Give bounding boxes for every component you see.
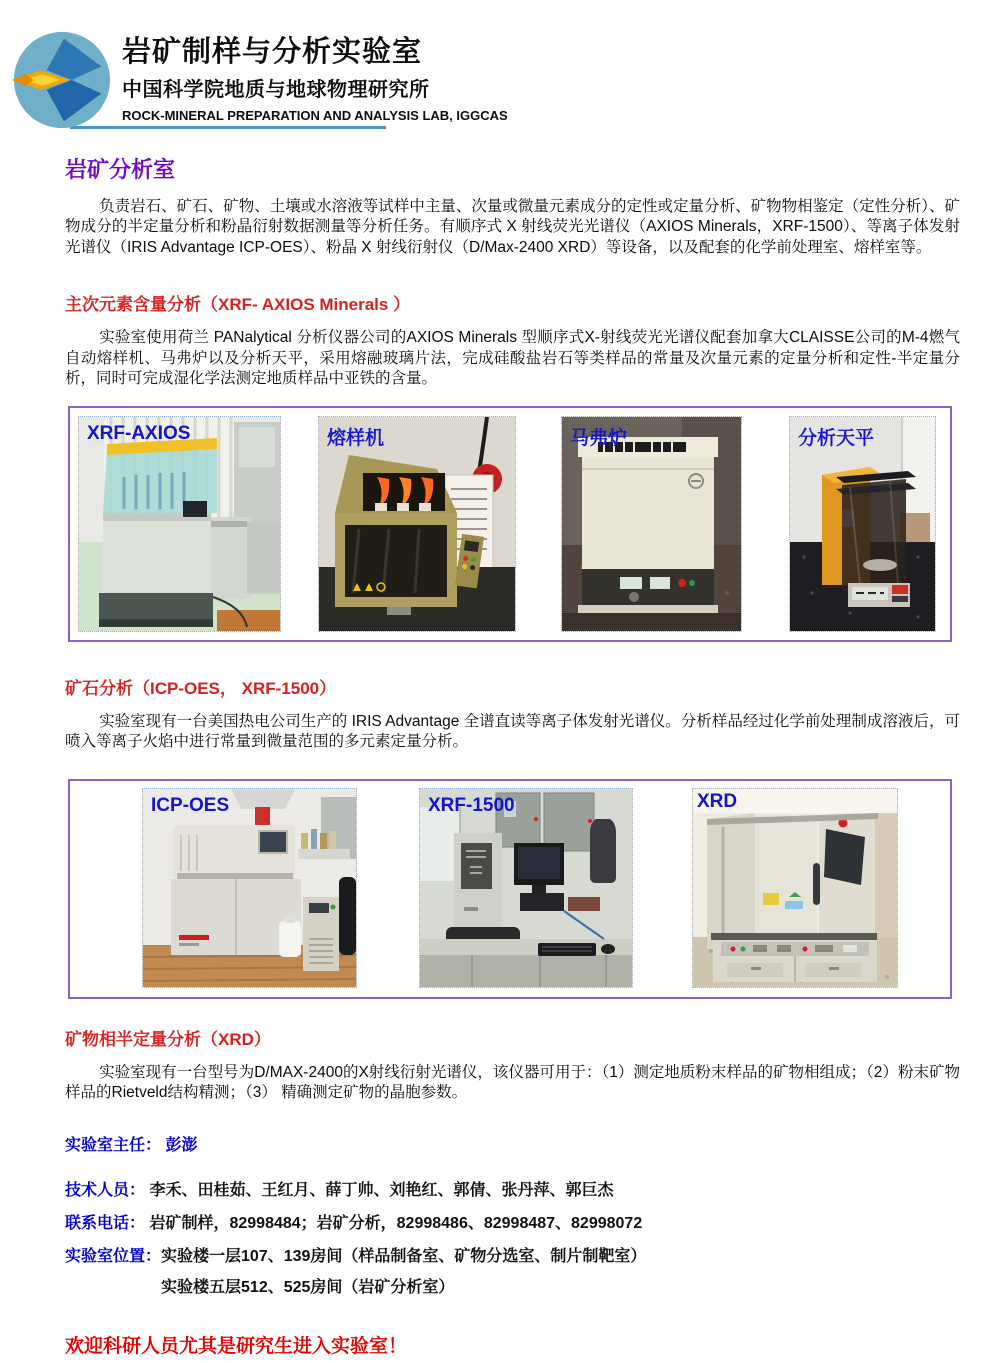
photo-label: XRF-1500 (428, 794, 515, 816)
location-label: 实验室位置： (65, 1248, 162, 1266)
analytical-balance-photo (789, 416, 936, 632)
equipment-gallery-2 (68, 779, 952, 999)
section-body-xrd: 实验室现有一台型号为D/MAX-2400的X射线衍射光谱仪，该仪器可用于：（1）测定地质粉末样品的矿物相组成；（2）粉末矿物样品的Rietveld结构精测；（3） 精确测定矿物的晶胞参数。 (65, 1063, 960, 1102)
phone-label: 联系电话： (65, 1214, 146, 1232)
xrd-photo-art (693, 789, 897, 987)
header-divider (70, 126, 386, 129)
page-header (12, 30, 1000, 130)
section-body-icp: 实验室现有一台美国热电公司生产的 IRIS Advantage 全谱直读等离子体发射光谱仪。分析样品经过化学前处理制成溶液后，可喷入等离子火焰中进行常量到微量范围的多元素定量分析。 (65, 712, 960, 751)
location-line-1: 实验楼一层107、139房间（样品制备室、矿物分选室、制片制靶室） (161, 1248, 647, 1266)
staff-names: 李禾、田桂茹、王红月、薛丁帅、刘艳红、郭倩、张丹萍、郭巨杰 (149, 1181, 614, 1199)
xrf-1500-photo-art (420, 789, 632, 987)
header-text-block (122, 30, 508, 123)
staff-label: 技术人员： (65, 1181, 146, 1199)
section-heading-icp: 矿石分析（ICP-OES， XRF-1500） (65, 678, 337, 698)
photo-label: XRD (697, 790, 738, 812)
location-lines (161, 1245, 646, 1299)
xrf-axios-photo (78, 416, 281, 632)
section-heading-xrd: 矿物相半定量分析（XRD） (65, 1029, 271, 1049)
phone-line (65, 1212, 960, 1235)
phone-numbers: 岩矿制样，82998484；岩矿分析，82998486、82998487、82998072 (149, 1214, 643, 1232)
section-body-xrf: 实验室使用荷兰 PANalytical 分析仪器公司的AXIOS Minerals 型顺序式X-射线荧光光谱仪配套加拿大CLAISSE公司的M-4燃气自动熔样机、马弗炉以及分析天平，采用熔融玻璃片法，完成硅酸盐岩石等类样品的常量及次量元素的定量分析和定性-半定量分析，同时可完成湿化学法测定地质样品中亚铁的含量。 (65, 329, 960, 388)
photo-label: 马弗炉 (570, 427, 628, 449)
site-title: 岩矿制样与分析实验室 (122, 36, 423, 68)
director-name: 彭澎 (165, 1136, 198, 1154)
page-title: 岩矿分析室 (65, 157, 176, 182)
photo-label: ICP-OES (151, 794, 230, 816)
equipment-gallery-1 (68, 406, 952, 642)
icp-oes-photo-art (143, 789, 356, 987)
fusion-machine-photo (318, 416, 516, 632)
site-subtitle: 中国科学院地质与地球物理研究所 (122, 79, 430, 102)
photo-label: 熔样机 (327, 427, 385, 449)
intro-paragraph: 负责岩石、矿石、矿物、土壤或水溶液等试样中主量、次量或微量元素成分的定性或定量分析、矿物物相鉴定（定性分析）、矿物成分的半定量分析和粉晶衍射数据测量等分析任务。有顺序式 X 射线荧光光谱仪（AXIOS Minerals，XRF-1500）、等离子体发射光谱仪（IRIS Advantage ICP-OES）、粉晶 X 射线衍射仪（D/Max-2400 XRD）等设备，以及配套的化学前处理室、熔样室等。 (65, 198, 960, 256)
xrd-photo (692, 788, 898, 988)
xrf-1500-photo (419, 788, 633, 988)
welcome-message: 欢迎科研人员尤其是研究生进入实验室！ (65, 1336, 408, 1358)
director-label: 实验室主任： (65, 1136, 162, 1154)
muffle-furnace-photo (561, 416, 742, 632)
icp-oes-photo (142, 788, 357, 988)
site-subtitle-english: ROCK-MINERAL PREPARATION AND ANALYSIS LAB, IGGCAS (122, 108, 508, 124)
staff-line (65, 1179, 960, 1202)
xrf-axios-photo-art (79, 417, 280, 631)
director-line (65, 1134, 960, 1157)
location-line (65, 1245, 960, 1299)
photo-label: XRF-AXIOS (87, 422, 191, 444)
iggcas-logo-icon (12, 30, 112, 130)
photo-label: 分析天平 (798, 427, 875, 449)
section-heading-xrf: 主次元素含量分析（XRF- AXIOS Minerals ） (65, 295, 411, 315)
location-line-2: 实验楼五层512、525房间（岩矿分析室） (161, 1279, 455, 1297)
